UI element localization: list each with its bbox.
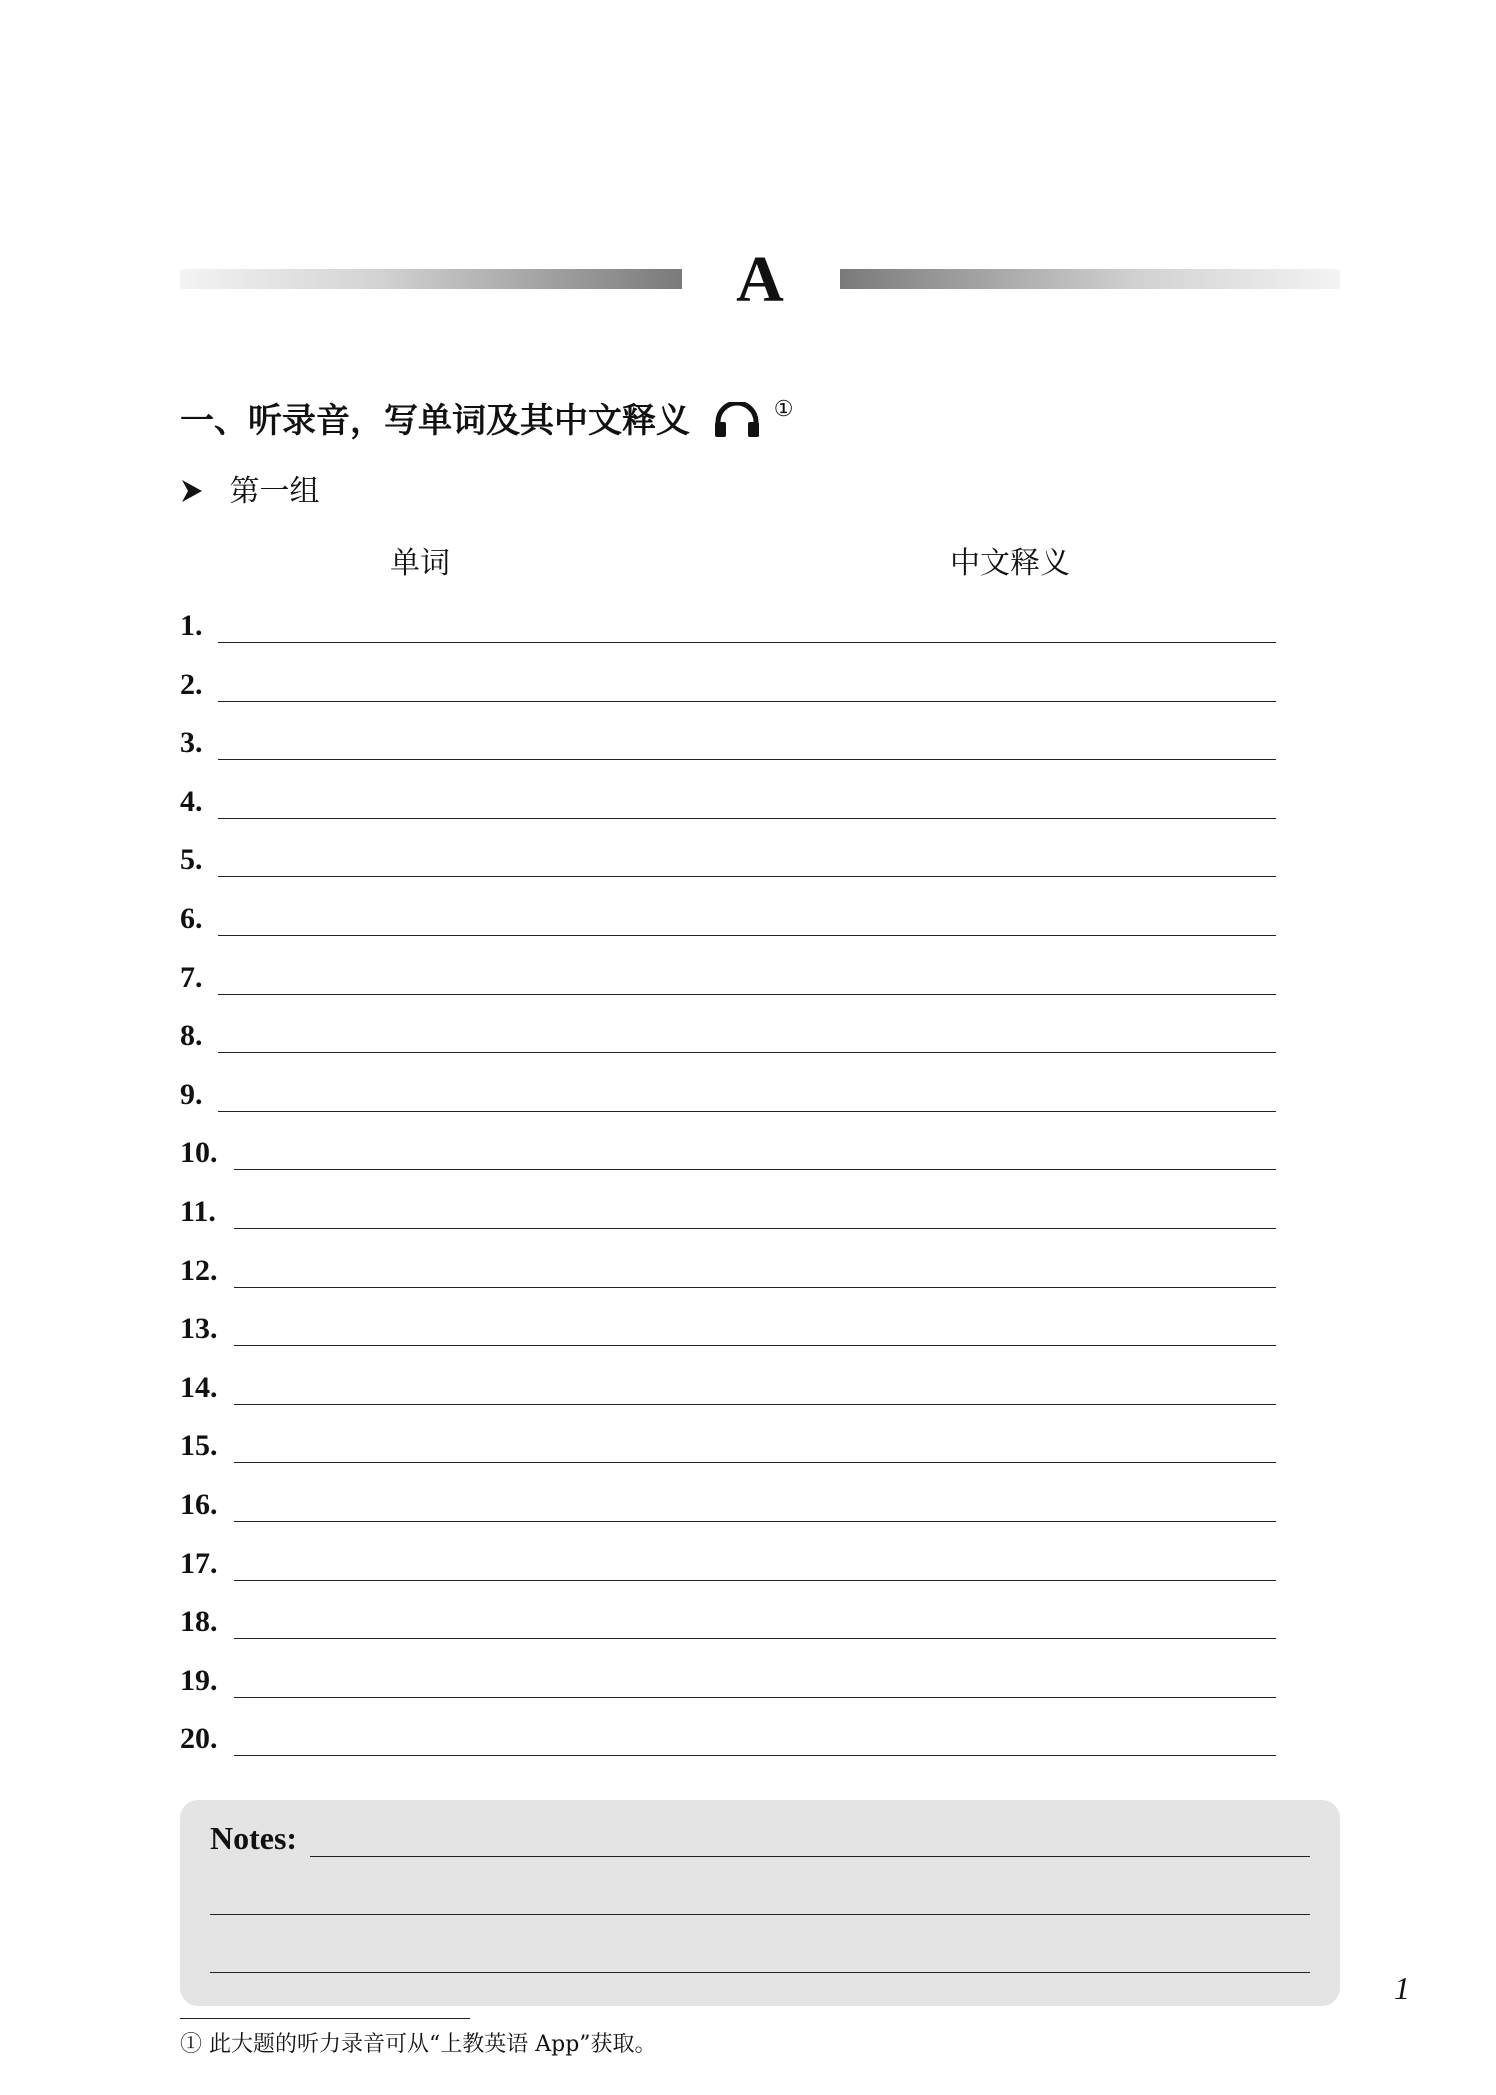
answer-row — [180, 1428, 1280, 1487]
notes-box — [180, 1800, 1340, 2006]
meaning-answer-line[interactable] — [740, 1287, 1276, 1288]
footnote-marker: ① — [773, 397, 794, 422]
meaning-answer-line[interactable] — [740, 1404, 1276, 1405]
word-answer-line[interactable] — [218, 759, 784, 760]
word-answer-line[interactable] — [234, 1169, 784, 1170]
item-number: 11. — [180, 1194, 216, 1228]
answer-row — [180, 1077, 1280, 1136]
word-answer-line[interactable] — [218, 1111, 784, 1112]
word-answer-line[interactable] — [234, 1345, 784, 1346]
answer-row — [180, 1370, 1280, 1429]
answer-row — [180, 1018, 1280, 1077]
item-number: 19. — [180, 1663, 218, 1697]
word-answer-line[interactable] — [234, 1755, 784, 1756]
word-answer-line[interactable] — [234, 1580, 784, 1581]
footnote-text: ① 此大题的听力录音可从“上教英语 App”获取。 — [180, 2032, 657, 2057]
word-answer-line[interactable] — [234, 1462, 784, 1463]
notes-line[interactable] — [210, 1914, 1310, 1915]
word-answer-line[interactable] — [218, 994, 784, 995]
section-banner — [180, 243, 1340, 316]
section-letter: A — [736, 243, 784, 316]
item-number: 5. — [180, 843, 203, 877]
item-number: 6. — [180, 901, 203, 935]
answer-row — [180, 667, 1280, 726]
item-number: 17. — [180, 1546, 218, 1580]
item-number: 16. — [180, 1487, 218, 1521]
group-title-text: 第一组 — [229, 474, 320, 509]
word-answer-line[interactable] — [218, 1052, 784, 1053]
meaning-answer-line[interactable] — [740, 1111, 1276, 1112]
item-number: 13. — [180, 1312, 218, 1346]
item-number: 9. — [180, 1077, 203, 1111]
page-number: 1 — [1394, 1970, 1410, 2006]
answer-row — [180, 1253, 1280, 1312]
word-answer-line[interactable] — [234, 1697, 784, 1698]
answer-row — [180, 1663, 1280, 1722]
item-number: 15. — [180, 1429, 218, 1463]
answer-row — [180, 1311, 1280, 1370]
meaning-answer-line[interactable] — [740, 1345, 1276, 1346]
meaning-answer-line[interactable] — [740, 1638, 1276, 1639]
meaning-answer-line[interactable] — [740, 935, 1276, 936]
answer-row — [180, 784, 1280, 843]
meaning-answer-line[interactable] — [740, 818, 1276, 819]
word-answer-line[interactable] — [234, 1404, 784, 1405]
answer-row — [180, 725, 1280, 784]
arrow-bullet-icon — [180, 475, 204, 515]
meaning-answer-line[interactable] — [740, 1462, 1276, 1463]
item-number: 14. — [180, 1370, 218, 1404]
word-answer-line[interactable] — [218, 642, 784, 643]
meaning-answer-line[interactable] — [740, 994, 1276, 995]
answer-row — [180, 1194, 1280, 1253]
answer-row — [180, 1721, 1280, 1780]
answer-row — [180, 1546, 1280, 1605]
answer-row — [180, 608, 1280, 667]
meaning-answer-line[interactable] — [740, 701, 1276, 702]
meaning-answer-line[interactable] — [740, 1169, 1276, 1170]
item-number: 3. — [180, 726, 203, 760]
word-answer-line[interactable] — [234, 1228, 784, 1229]
meaning-answer-line[interactable] — [740, 642, 1276, 643]
item-number: 7. — [180, 960, 203, 994]
notes-line[interactable] — [310, 1856, 1310, 1857]
word-answer-line[interactable] — [234, 1287, 784, 1288]
item-number: 18. — [180, 1605, 218, 1639]
exercise-heading — [180, 388, 793, 449]
answer-row — [180, 842, 1280, 901]
meaning-answer-line[interactable] — [740, 876, 1276, 877]
meaning-answer-line[interactable] — [740, 1580, 1276, 1581]
item-number: 12. — [180, 1253, 218, 1287]
meaning-answer-line[interactable] — [740, 1755, 1276, 1756]
answer-row — [180, 1487, 1280, 1546]
answer-row — [180, 901, 1280, 960]
exercise-heading-text: 一、听录音，写单词及其中文释义 — [180, 401, 690, 441]
footnote-rule — [180, 2018, 470, 2019]
headphone-icon[interactable] — [712, 402, 762, 449]
meaning-answer-line[interactable] — [740, 759, 1276, 760]
word-answer-line[interactable] — [218, 701, 784, 702]
item-number: 8. — [180, 1019, 203, 1053]
item-number: 4. — [180, 784, 203, 818]
word-answer-line[interactable] — [234, 1521, 784, 1522]
meaning-answer-line[interactable] — [740, 1521, 1276, 1522]
word-answer-line[interactable] — [234, 1638, 784, 1639]
word-answer-line[interactable] — [218, 876, 784, 877]
meaning-answer-line[interactable] — [740, 1228, 1276, 1229]
notes-label: Notes: — [210, 1820, 298, 1856]
notes-line[interactable] — [210, 1972, 1310, 1973]
item-number: 20. — [180, 1722, 218, 1756]
answer-rows — [180, 608, 1280, 1780]
answer-row — [180, 1604, 1280, 1663]
meaning-answer-line[interactable] — [740, 1697, 1276, 1698]
word-answer-line[interactable] — [218, 935, 784, 936]
item-number: 2. — [180, 667, 203, 701]
banner-bar-right — [840, 269, 1340, 289]
item-number: 1. — [180, 609, 203, 642]
item-number: 10. — [180, 1136, 218, 1170]
meaning-answer-line[interactable] — [740, 1052, 1276, 1053]
banner-bar-left — [180, 269, 682, 289]
group-title — [180, 472, 320, 515]
column-header-meaning: 中文释义 — [950, 546, 1070, 581]
answer-row — [180, 960, 1280, 1019]
answer-row — [180, 1135, 1280, 1194]
word-answer-line[interactable] — [218, 818, 784, 819]
column-header-word: 单词 — [390, 546, 450, 581]
